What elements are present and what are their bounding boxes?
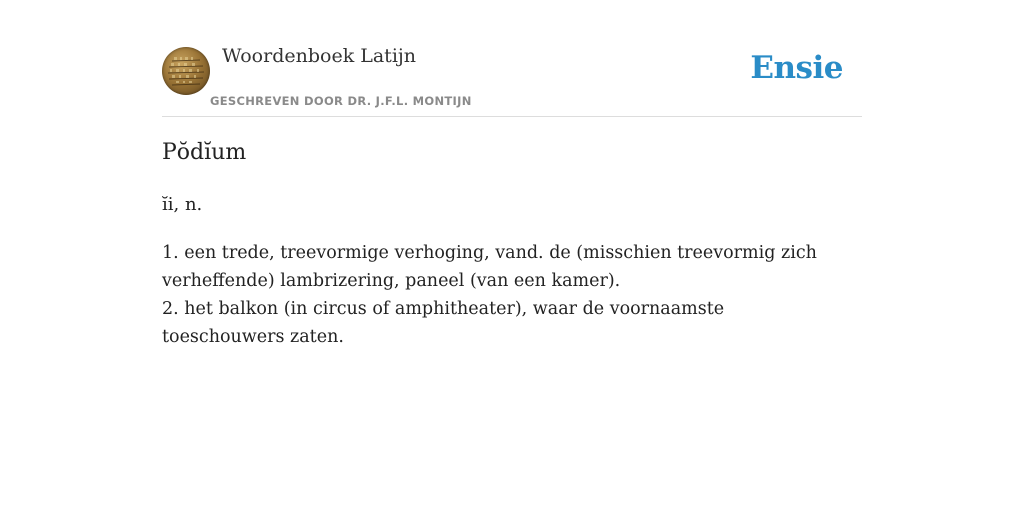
page-container	[162, 0, 862, 347]
definition-item: 2. het balkon (in circus of amphitheater), waar de voornaamste toeschouwers zaten.	[162, 299, 725, 347]
ensie-brand-link[interactable]: Ensie	[750, 50, 843, 86]
author-subtitle: GESCHREVEN DOOR DR. J.F.L. MONTIJN	[210, 94, 472, 108]
latin-inscription-coin-icon[interactable]	[162, 47, 210, 95]
entry-title: Pŏdĭum	[162, 140, 247, 165]
definition-item: 1. een trede, treevormige verhoging, vand. de (misschien treevormig zich verheffende) lambrizering, paneel (van een kamer).	[162, 243, 817, 291]
site-header	[162, 0, 862, 117]
entry-definition	[162, 239, 852, 351]
entry-grammar: ĭi, n.	[162, 194, 203, 215]
site-title-link[interactable]: Woordenboek Latijn	[222, 45, 417, 67]
